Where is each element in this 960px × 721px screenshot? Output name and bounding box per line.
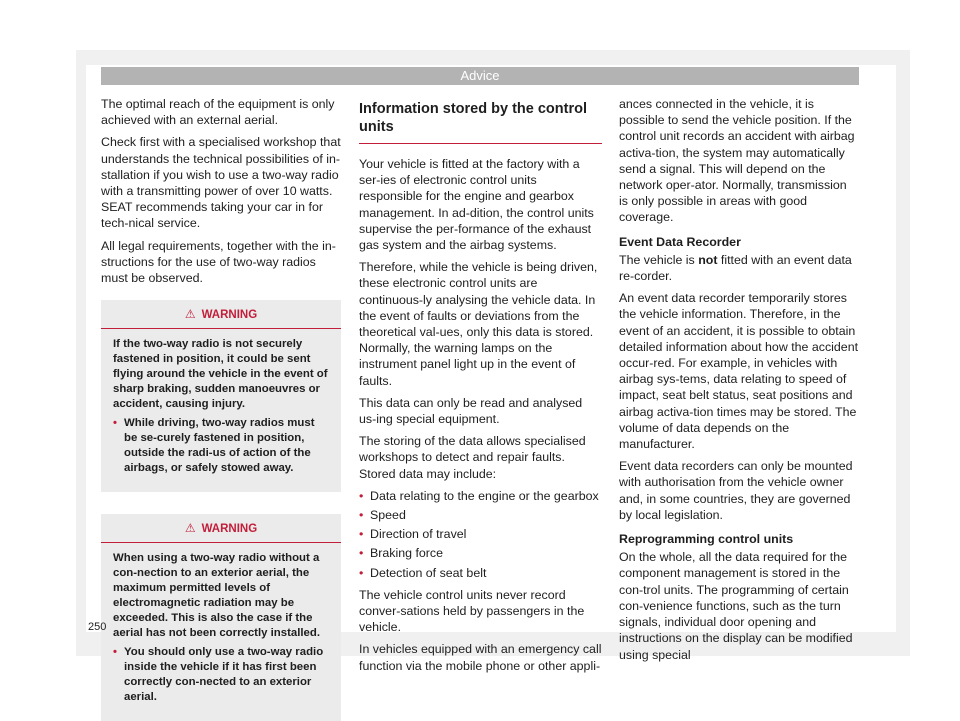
warning-header — [101, 514, 341, 543]
paragraph: This data can only be read and analysed us-ing special equipment. — [359, 395, 583, 427]
paragraph: An event data recorder temporarily stores the vehicle information. Therefore, in the event of an accident, it is possible to obtain detailed information about how the accident occur-red. For example, in vehicles with airbag sys-tems, data relating to speed of impact, seat belt status, seat positions and airbag activa-tion times may be stored. The volume of data depends on the manufacturer. — [619, 291, 859, 452]
paragraph: Event data recorders can only be mounted with authorisation from the vehicle owner and, in some countries, they are governed by local legislation. — [619, 459, 853, 522]
warning-bullet — [113, 416, 329, 476]
paragraph: All legal requirements, together with the in-structions for the use of two-way radios must be observed. — [101, 238, 336, 286]
paragraph: ances connected in the vehicle, it is possible to send the vehicle position. If the control unit records an accident with airbag activa-tion, the system may automatically send a signal. This will depend on the network oper-ator. Normally, transmission is only possible in areas with good coverage. — [619, 97, 855, 225]
bullet-icon: • — [113, 646, 117, 659]
list-item-text: Speed — [370, 508, 406, 523]
subheading: Event Data Recorder — [619, 234, 741, 249]
subheading: Reprogramming control units — [619, 532, 794, 547]
warning-box — [101, 514, 341, 721]
list-item — [359, 488, 602, 504]
warning-text: When using a two-way radio without a con-nection to an exterior aerial, the maximum permitted levels of electromagnetic radiation may be exceeded. This is also the case if the aerial has not been correctly installed. — [113, 552, 321, 640]
page-number: 250 — [88, 621, 107, 633]
paragraph: The optimal reach of the equipment is only achieved with an external aerial. — [101, 97, 335, 128]
bullet-icon: • — [359, 565, 364, 580]
list-item-text: Detection of seat belt — [370, 565, 487, 580]
warning-header — [101, 300, 341, 329]
warning-triangle-icon: ⚠ — [184, 521, 196, 536]
list-item-text: Data relating to the engine or the gearbox — [370, 488, 599, 503]
section-header: Advice — [101, 67, 859, 85]
section-heading: Information stored by the control units — [359, 100, 602, 144]
column-middle — [359, 100, 602, 680]
paragraph: On the whole, all the data required for the component management is stored in the con-trol units. The programming of certain con-venience functions, such as the turn signals, individual door opening and instructions on the display can be modified using special — [619, 550, 853, 662]
list-item-text: Braking force — [370, 546, 444, 561]
list-item — [359, 526, 602, 542]
bullet-text: You should only use a two-way radio inside the vehicle if it has first been correctly con-nected to an exterior aerial. — [124, 646, 324, 704]
bullet-text: While driving, two-way radios must be se-curely fastened in position, outside the radi-us of action of the airbags, or safely stowed away. — [124, 417, 315, 475]
warning-triangle-icon: ⚠ — [184, 307, 196, 322]
list-item — [359, 507, 602, 523]
stored-data-list — [359, 488, 602, 581]
paragraph: The storing of the data allows specialised workshops to detect and repair faults. Stored data may include: — [359, 434, 586, 481]
text-run: The vehicle is — [619, 252, 699, 267]
bullet-icon: • — [113, 417, 117, 430]
warning-label: WARNING — [201, 309, 258, 322]
bullet-icon: • — [359, 546, 364, 561]
warning-text: If the two-way radio is not securely fastened in position, it could be sent flying around the vehicle in the event of sharp braking, sudden manoeuvres or accident, causing injury. — [113, 338, 328, 411]
list-item — [359, 565, 602, 581]
text-run: fitted with an event data re-corder. — [619, 252, 852, 284]
column-right — [619, 96, 859, 669]
paragraph — [619, 252, 859, 284]
paragraph: The vehicle control units never record conver-sations held by passengers in the vehicle. — [359, 587, 585, 635]
paragraph: Therefore, while the vehicle is being driven, these electronic control units are continuous-ly analysing the vehicle data. In the event of faults or deviations from the theoretical val-ues, only this data is stored. Normally, the warning lamps on the instrument panel light up in the event of faults. — [359, 260, 598, 388]
warning-label: WARNING — [201, 523, 258, 536]
list-item — [359, 545, 602, 561]
bullet-icon: • — [359, 488, 364, 503]
bullet-icon: • — [359, 527, 364, 542]
warning-box — [101, 300, 341, 492]
bullet-icon: • — [359, 508, 364, 523]
column-left — [101, 96, 341, 721]
paragraph: Check first with a specialised workshop that understands the technical possibilities of in-stallation if you wish to use a two-way radio with a transmitting power of over 10 watts. SEAT recommends taking your car in for tech-nical service. — [101, 135, 341, 231]
paragraph: In vehicles equipped with an emergency call function via the mobile phone or other appli- — [359, 642, 602, 673]
emphasis-text: not — [698, 252, 718, 267]
warning-bullet — [113, 645, 329, 705]
paragraph: Your vehicle is fitted at the factory with a ser-ies of electronic control units responsible for the engine and gearbox management. In ad-dition, the control units supervise the per-formance of the exhaust gas system and the airbag systems. — [359, 157, 594, 253]
list-item-text: Direction of travel — [370, 527, 467, 542]
